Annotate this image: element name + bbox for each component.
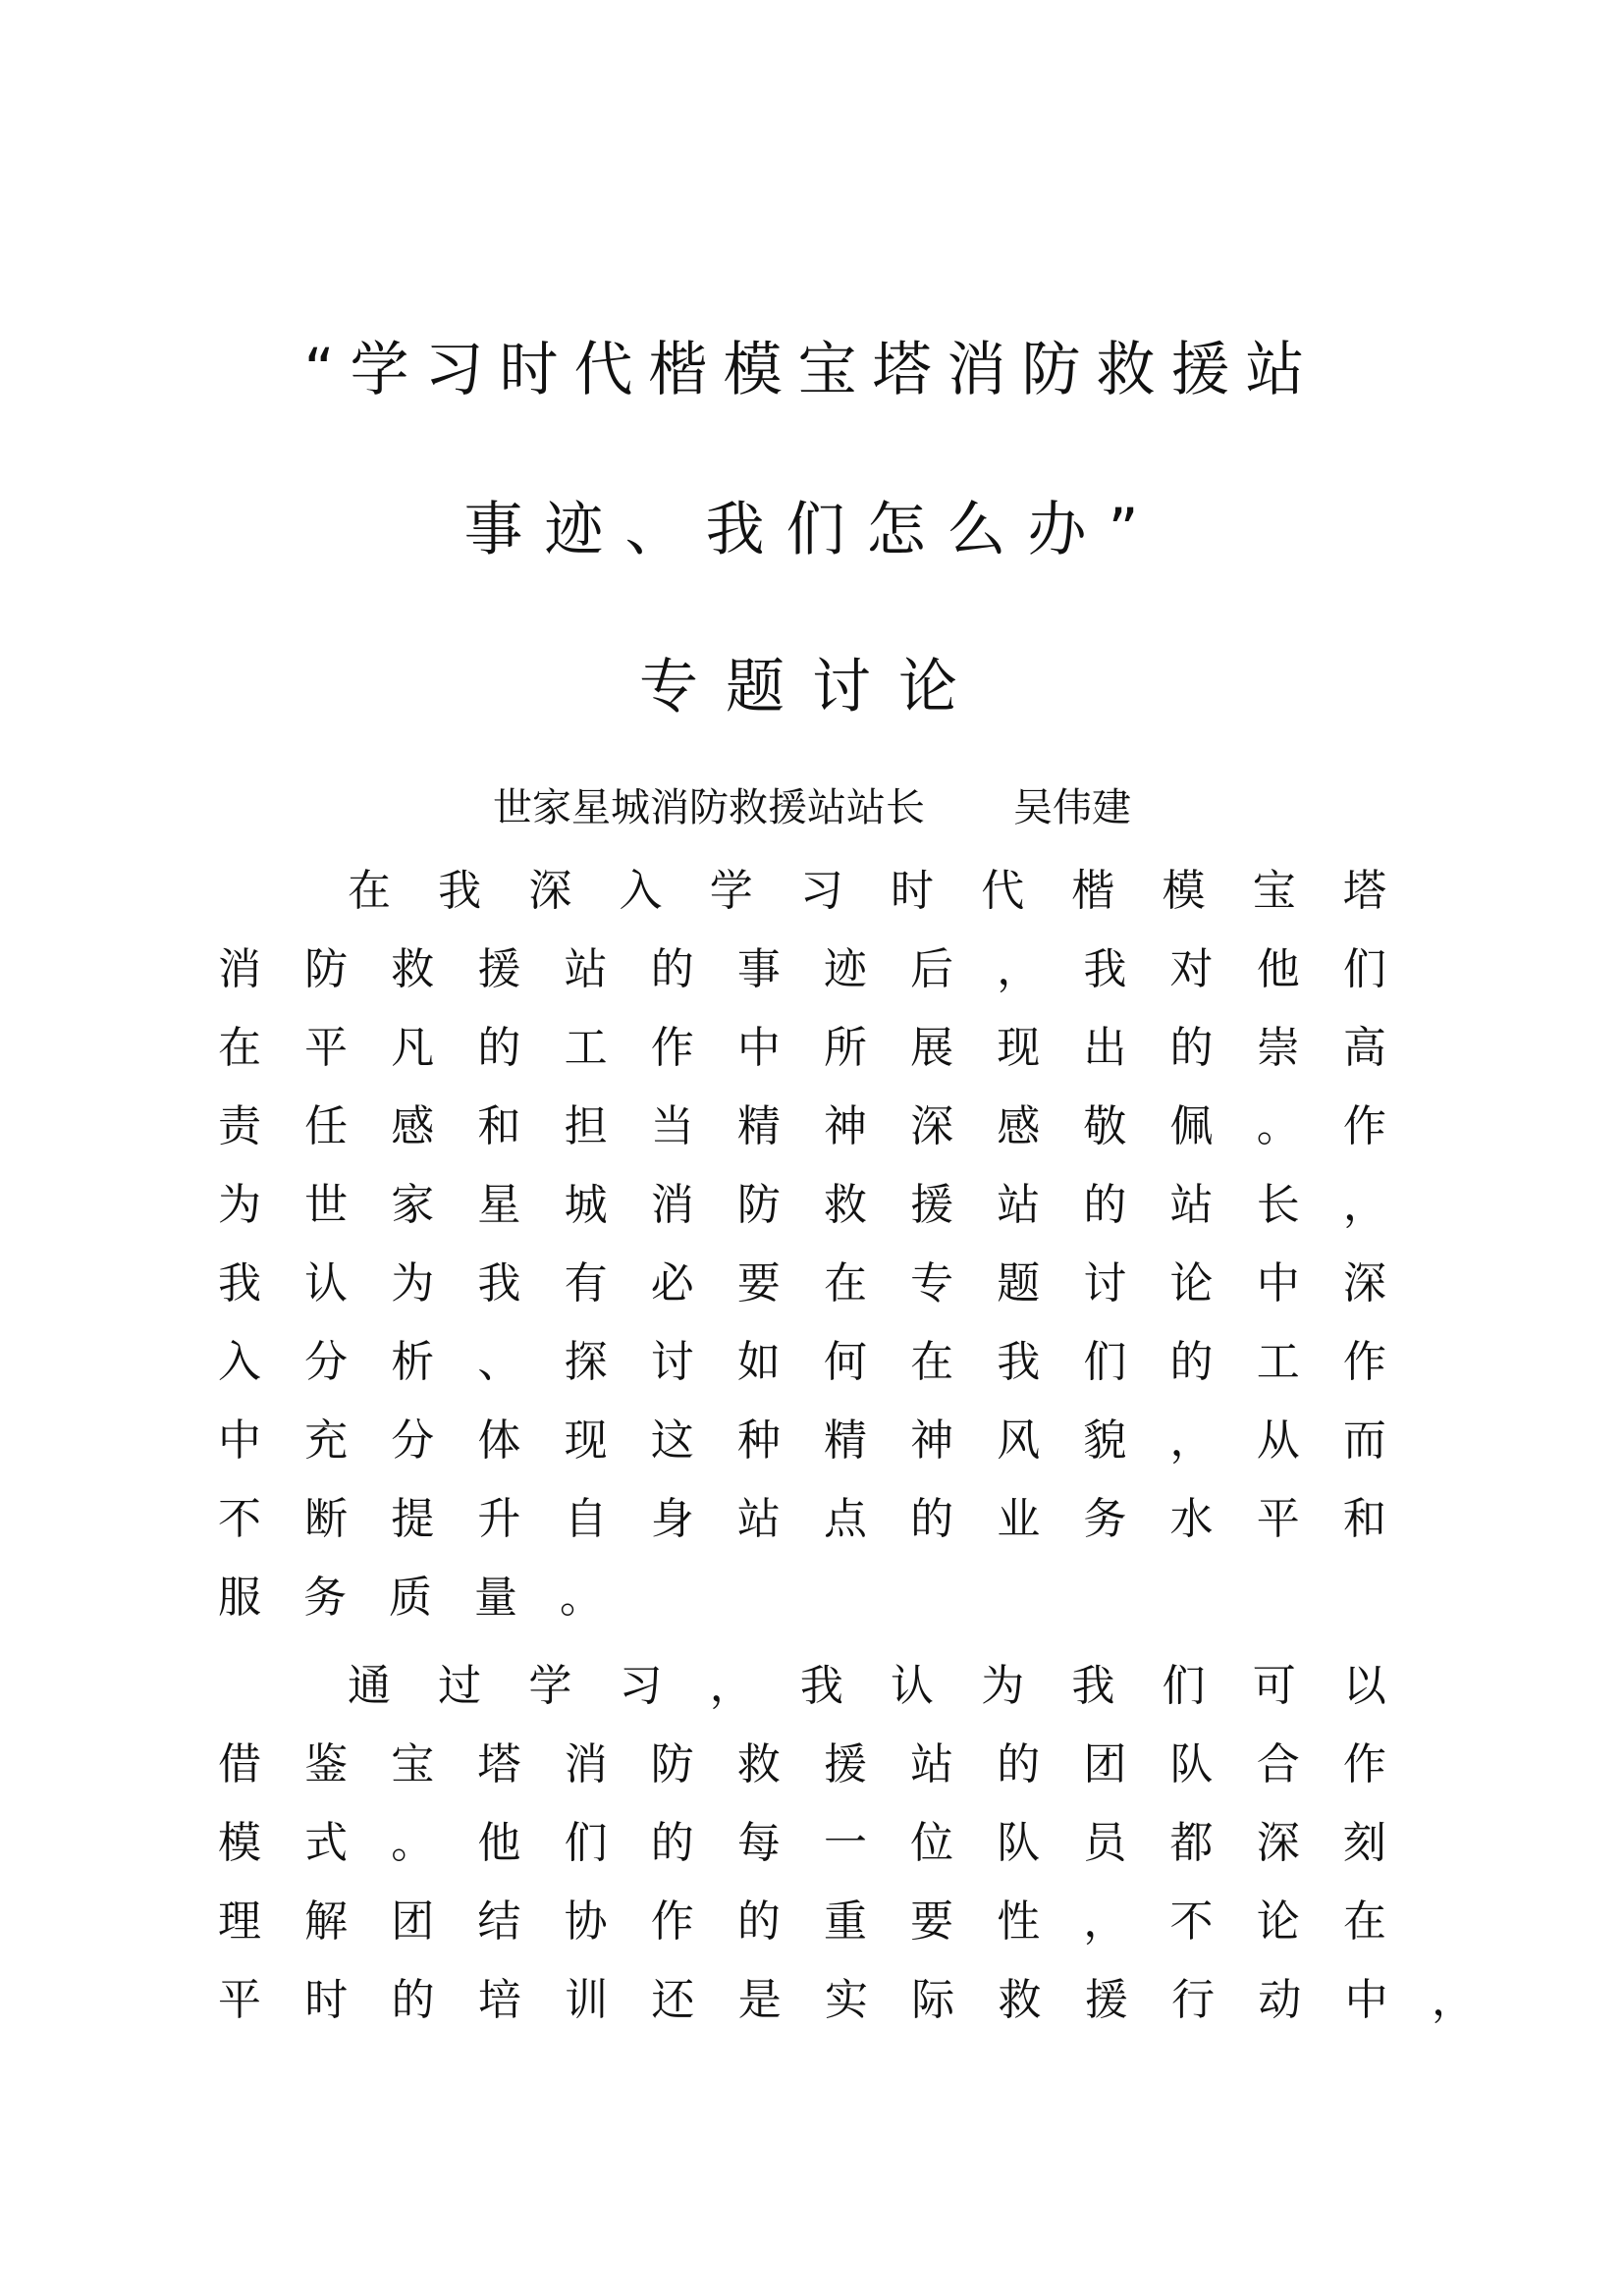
body-char: 精: [823, 1415, 867, 1466]
body-char: 以: [1342, 1661, 1386, 1711]
body-char: 分: [304, 1337, 349, 1387]
body-char: 作: [1342, 1101, 1386, 1151]
body-line: [218, 1245, 1386, 1323]
body-char: 为: [218, 1180, 261, 1230]
body-char: 是: [737, 1975, 782, 2025]
body-char: 世: [304, 1180, 349, 1230]
body-char: 后: [910, 944, 954, 994]
body-char: 时: [304, 1975, 349, 2025]
body-char: 工: [564, 1023, 608, 1073]
body-char: 援: [910, 1180, 954, 1230]
body-char: 敬: [1083, 1101, 1127, 1151]
body-char: 的: [736, 1896, 781, 1947]
body-char: 消: [650, 1180, 694, 1230]
body-char: 量: [474, 1573, 517, 1623]
body-char: 感: [391, 1101, 435, 1151]
body-line: [218, 1402, 1386, 1480]
body-char: 在: [1342, 1896, 1386, 1947]
paragraph-1: [218, 852, 1386, 1637]
body-char: 我: [1071, 1661, 1115, 1711]
body-char: 一: [823, 1818, 867, 1868]
body-char: 专: [910, 1258, 954, 1308]
body-char: 我: [799, 1661, 843, 1711]
body-char: 貌: [1083, 1415, 1127, 1466]
body-char: 入: [619, 866, 663, 916]
body-char: 们: [564, 1818, 608, 1868]
author-name: 吴伟建: [1013, 785, 1131, 830]
body-char: 学: [528, 1661, 572, 1711]
body-char: 认: [304, 1258, 349, 1308]
title-line-1: “学习时代楷模宝塔消防救援站: [303, 336, 1321, 404]
body-char: 城: [564, 1180, 608, 1230]
body-char: 他: [1256, 944, 1300, 994]
body-char: 鉴: [304, 1739, 349, 1789]
body-char: 模: [1162, 866, 1206, 916]
body-char: 中: [218, 1415, 261, 1466]
title-line-3: 专题讨论: [639, 653, 985, 721]
body-char: 出: [1083, 1023, 1127, 1073]
body-char: 服: [218, 1573, 261, 1623]
body-line: [218, 931, 1386, 1009]
body-char: 习: [619, 1661, 663, 1711]
author-line: [0, 780, 1624, 835]
body-char: 中: [1256, 1258, 1300, 1308]
title-line-2: 事迹、我们怎么办”: [463, 496, 1161, 564]
body-char: 作: [650, 1023, 694, 1073]
body-char: 学: [709, 866, 753, 916]
body-char: 救: [391, 944, 435, 994]
body-char: 救: [998, 1975, 1042, 2025]
body-line: [218, 1088, 1386, 1166]
body-char: 作: [1342, 1337, 1386, 1387]
body-char: 家: [391, 1180, 435, 1230]
body-char: 种: [736, 1415, 781, 1466]
body-char: 论: [1256, 1896, 1300, 1947]
body-char: 时: [891, 866, 935, 916]
body-char: 论: [1169, 1258, 1214, 1308]
body-char: 事: [736, 944, 781, 994]
body-char: 还: [651, 1975, 695, 2025]
body-char: 。: [560, 1573, 603, 1623]
body-char: 体: [477, 1415, 521, 1466]
body-char: 的: [997, 1739, 1041, 1789]
body-char: 在: [218, 1023, 261, 1073]
body-char: 模: [218, 1818, 261, 1868]
body-char: ，: [1169, 1415, 1214, 1466]
body-char: 何: [823, 1337, 867, 1387]
body-char: 对: [1169, 944, 1214, 994]
body-char: 当: [650, 1101, 694, 1151]
body-char: 务: [1083, 1494, 1127, 1544]
body-char: 讨: [1083, 1258, 1127, 1308]
body-char: 提: [391, 1494, 435, 1544]
body-char: 的: [391, 1975, 435, 2025]
body-char: 入: [218, 1337, 261, 1387]
body-char: 而: [1342, 1415, 1386, 1466]
body-char: 习: [799, 866, 843, 916]
body-char: 防: [304, 944, 349, 994]
body-char: 站: [997, 1180, 1041, 1230]
body-line: [218, 1647, 1386, 1726]
body-char: 风: [997, 1415, 1041, 1466]
body-char: 迹: [823, 944, 867, 994]
body-line: [218, 1726, 1386, 1804]
body-char: 刻: [1342, 1818, 1386, 1868]
body-char: 的: [477, 1023, 521, 1073]
paragraph-2: [218, 1647, 1475, 2040]
body-char: 精: [736, 1101, 781, 1151]
body-char: 我: [477, 1258, 521, 1308]
body-line: [218, 1804, 1386, 1883]
body-char: 队: [1169, 1739, 1214, 1789]
body-char: 展: [910, 1023, 954, 1073]
body-char: 身: [650, 1494, 694, 1544]
body-char: 结: [477, 1896, 521, 1947]
body-char: 团: [1083, 1739, 1127, 1789]
body-char: 合: [1256, 1739, 1300, 1789]
body-char: 们: [1162, 1661, 1206, 1711]
body-char: 和: [477, 1101, 521, 1151]
body-char: 塔: [477, 1739, 521, 1789]
body-char: 。: [391, 1818, 435, 1868]
body-char: 防: [650, 1739, 694, 1789]
body-char: 理: [218, 1896, 261, 1947]
body-char: 所: [823, 1023, 867, 1073]
body-char: 防: [736, 1180, 781, 1230]
body-char: 深: [1342, 1258, 1386, 1308]
body-char: 我: [438, 866, 482, 916]
body-char: 佩: [1169, 1101, 1214, 1151]
body-line: [218, 1323, 1386, 1402]
body-line: [218, 1961, 1475, 2040]
body-char: 深: [1256, 1818, 1300, 1868]
body-char: 和: [1342, 1494, 1386, 1544]
body-char: 队: [997, 1818, 1041, 1868]
body-line: [218, 1166, 1386, 1245]
body-char: 凡: [391, 1023, 435, 1073]
body-char: 借: [218, 1739, 261, 1789]
body-char: 长: [1256, 1180, 1300, 1230]
body-char: 题: [997, 1258, 1041, 1308]
body-char: 为: [981, 1661, 1025, 1711]
body-char: 务: [303, 1573, 347, 1623]
body-char: 星: [477, 1180, 521, 1230]
body-char: 实: [824, 1975, 868, 2025]
body-char: ，: [1083, 1896, 1127, 1947]
body-char: 站: [1169, 1180, 1214, 1230]
body-line: [218, 1559, 1386, 1637]
body-char: 救: [823, 1180, 867, 1230]
body-char: 的: [1169, 1023, 1214, 1073]
body-char: 的: [650, 1818, 694, 1868]
body-char: 感: [997, 1101, 1041, 1151]
body-char: 水: [1169, 1494, 1214, 1544]
body-char: 升: [477, 1494, 521, 1544]
body-char: 不: [1169, 1896, 1214, 1947]
body-char: 业: [997, 1494, 1041, 1544]
body-char: 团: [391, 1896, 435, 1947]
body-char: 协: [564, 1896, 608, 1947]
body-char: 行: [1171, 1975, 1216, 2025]
body-char: 平: [1256, 1494, 1300, 1544]
body-char: 可: [1252, 1661, 1296, 1711]
body-char: 从: [1256, 1415, 1300, 1466]
body-char: 站: [564, 944, 608, 994]
body-char: 。: [1256, 1101, 1300, 1151]
body-char: 充: [304, 1415, 349, 1466]
body-char: 有: [564, 1258, 608, 1308]
body-char: 在: [348, 866, 391, 916]
body-char: 平: [304, 1023, 349, 1073]
body-char: ，: [997, 944, 1041, 994]
body-char: 站: [910, 1739, 954, 1789]
body-char: 、: [477, 1337, 521, 1387]
body-char: 楷: [1071, 866, 1115, 916]
body-char: 的: [650, 944, 694, 994]
body-char: 不: [218, 1494, 261, 1544]
body-char: 际: [911, 1975, 955, 2025]
body-char: 的: [1083, 1180, 1127, 1230]
body-char: 要: [910, 1896, 954, 1947]
body-char: 宝: [391, 1739, 435, 1789]
body-char: 深: [910, 1101, 954, 1151]
body-char: 的: [910, 1494, 954, 1544]
body-char: 宝: [1252, 866, 1296, 916]
body-char: 员: [1083, 1818, 1127, 1868]
body-char: ，: [709, 1661, 753, 1711]
body-char: 消: [218, 944, 261, 994]
body-char: 现: [997, 1023, 1041, 1073]
body-char: 训: [565, 1975, 609, 2025]
body-char: 解: [304, 1896, 349, 1947]
body-char: 通: [348, 1661, 391, 1711]
body-char: 过: [438, 1661, 482, 1711]
body-char: 都: [1169, 1818, 1214, 1868]
body-char: 每: [736, 1818, 781, 1868]
body-char: 探: [564, 1337, 608, 1387]
body-char: ，: [1431, 1975, 1475, 2025]
body-char: 析: [391, 1337, 435, 1387]
body-char: 援: [1084, 1975, 1128, 2025]
body-char: 我: [997, 1337, 1041, 1387]
body-char: 们: [1342, 944, 1386, 994]
body-char: 认: [891, 1661, 935, 1711]
body-char: 在: [910, 1337, 954, 1387]
body-char: 自: [564, 1494, 608, 1544]
body-char: 他: [477, 1818, 521, 1868]
body-char: 我: [1083, 944, 1127, 994]
body-char: 深: [528, 866, 572, 916]
body-char: 必: [650, 1258, 694, 1308]
body-char: 站: [736, 1494, 781, 1544]
body-char: 神: [910, 1415, 954, 1466]
body-char: 为: [391, 1258, 435, 1308]
body-char: 中: [736, 1023, 781, 1073]
body-char: 培: [477, 1975, 521, 2025]
body-char: 消: [564, 1739, 608, 1789]
body-char: 援: [477, 944, 521, 994]
body-char: 援: [823, 1739, 867, 1789]
body-char: 在: [823, 1258, 867, 1308]
author-position: 世家星城消防救援站站长: [493, 785, 925, 830]
body-char: 要: [736, 1258, 781, 1308]
body-char: 平: [218, 1975, 261, 2025]
body-char: 质: [389, 1573, 432, 1623]
body-char: 救: [736, 1739, 781, 1789]
body-char: 塔: [1342, 866, 1386, 916]
body-char: 作: [1342, 1739, 1386, 1789]
body-char: ，: [1342, 1180, 1386, 1230]
body-char: 们: [1083, 1337, 1127, 1387]
body-char: 讨: [650, 1337, 694, 1387]
body-char: 作: [650, 1896, 694, 1947]
body-char: 动: [1258, 1975, 1302, 2025]
body-char: 分: [391, 1415, 435, 1466]
body-char: 性: [997, 1896, 1041, 1947]
body-line: [218, 1009, 1386, 1088]
body-char: 点: [823, 1494, 867, 1544]
body-char: 高: [1342, 1023, 1386, 1073]
body-char: 代: [981, 866, 1025, 916]
body-line: [218, 1883, 1386, 1961]
body-char: 工: [1256, 1337, 1300, 1387]
body-char: 任: [304, 1101, 349, 1151]
body-char: 的: [1169, 1337, 1214, 1387]
body-char: 神: [823, 1101, 867, 1151]
body-char: 责: [218, 1101, 261, 1151]
body-char: 重: [823, 1896, 867, 1947]
body-char: 中: [1344, 1975, 1388, 2025]
body-char: 如: [736, 1337, 781, 1387]
body-char: 我: [218, 1258, 261, 1308]
body-line: [218, 1480, 1386, 1559]
body-char: 式: [304, 1818, 349, 1868]
body-char: 断: [304, 1494, 349, 1544]
body-char: 崇: [1256, 1023, 1300, 1073]
body-line: [218, 852, 1386, 931]
body-char: 这: [650, 1415, 694, 1466]
body-char: 位: [910, 1818, 954, 1868]
body-char: 现: [564, 1415, 608, 1466]
body-char: 担: [564, 1101, 608, 1151]
